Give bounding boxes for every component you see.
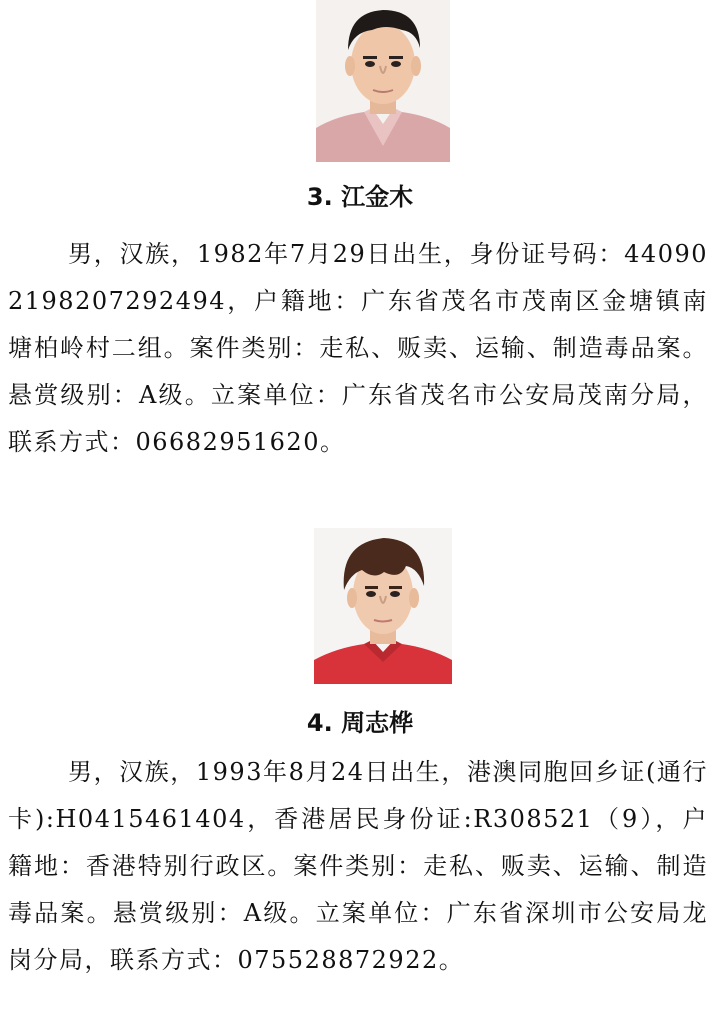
suspect-name: 江金木 xyxy=(341,183,414,211)
suspect-name: 周志桦 xyxy=(341,709,414,737)
suspect-heading xyxy=(0,708,720,738)
suspect-heading xyxy=(0,182,720,212)
suspect-photo xyxy=(316,0,450,162)
suspect-description: 男，汉族，1982年7月29日出生，身份证号码：440902198207292494，户籍地：广东省茂名市茂南区金塘镇南塘柏岭村二组。案件类别：走私、贩卖、运输、制造毒品案。悬赏级别：A级。立案单位：广东省茂名市公安局茂南分局，联系方式：06682951620。 xyxy=(8,240,708,456)
suspect-number: 3. xyxy=(306,183,333,211)
suspect-number: 4. xyxy=(306,709,333,737)
suspect-photo xyxy=(314,528,452,684)
suspect-description: 男，汉族，1993年8月24日出生，港澳同胞回乡证(通行卡):H0415461404，香港居民身份证:R308521（9），户籍地：香港特别行政区。案件类别：走私、贩卖、运输、制造毒品案。悬赏级别：A级。立案单位：广东省深圳市公安局龙岗分局，联系方式：075528872922。 xyxy=(8,758,708,974)
